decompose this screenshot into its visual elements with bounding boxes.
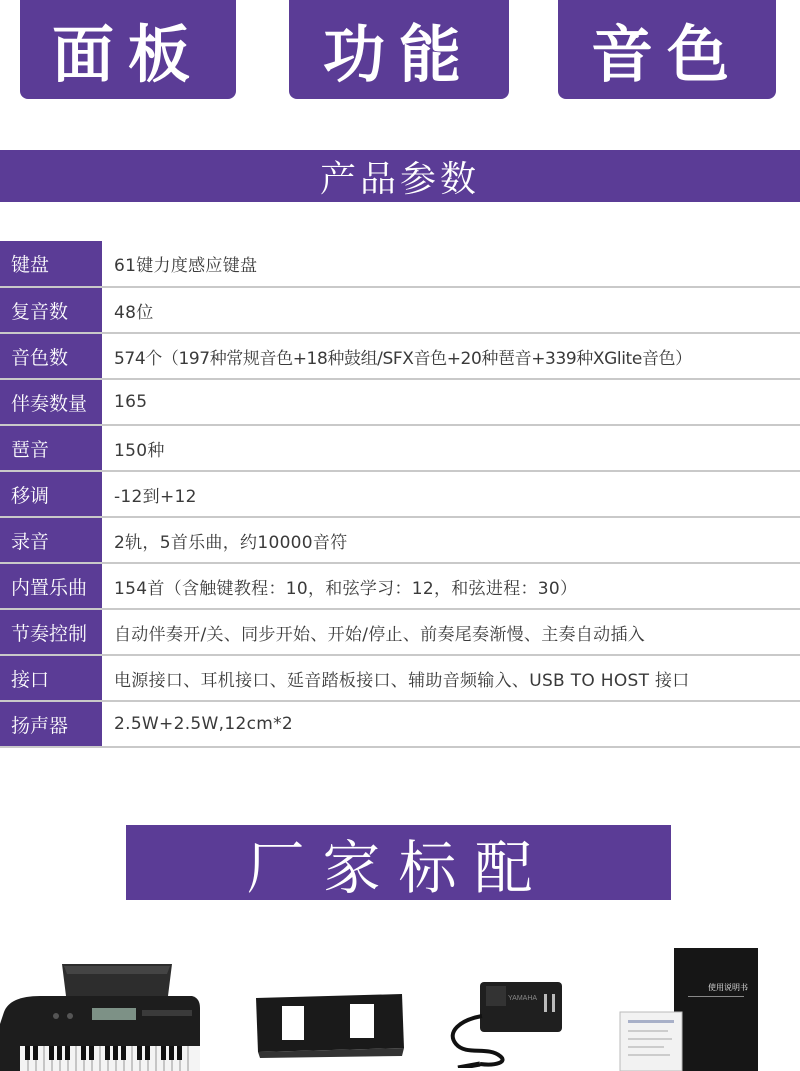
spec-value: 154首（含触键教程：10，和弦学习：12，和弦进程：30） (102, 563, 800, 609)
table-row (0, 287, 800, 333)
table-row (0, 333, 800, 379)
spec-label: 录音 (0, 517, 102, 563)
section-title-specs: 产品参数 (0, 150, 800, 202)
spec-label: 伴奏数量 (0, 379, 102, 425)
table-row (0, 379, 800, 425)
spec-label: 复音数 (0, 287, 102, 333)
tab-panel[interactable]: 面板 (20, 0, 236, 99)
spec-value: 2轨，5首乐曲，约10000音符 (102, 517, 800, 563)
spec-value: 574个（197种常规音色+18种鼓组/SFX音色+20种琶音+339种XGlite音色） (102, 333, 800, 379)
tab-functions[interactable]: 功能 (289, 0, 509, 99)
spec-label: 移调 (0, 471, 102, 517)
table-row (0, 517, 800, 563)
power-adapter-image (440, 976, 580, 1068)
spec-value: -12到+12 (102, 471, 800, 517)
spec-label: 接口 (0, 655, 102, 701)
spec-table (0, 241, 800, 748)
table-row (0, 471, 800, 517)
spec-label: 琶音 (0, 425, 102, 471)
svg-text:YAMAHA: YAMAHA (508, 995, 538, 1002)
table-row (0, 563, 800, 609)
table-row (0, 609, 800, 655)
table-row (0, 701, 800, 747)
spec-label: 键盘 (0, 241, 102, 287)
keyboard-image (0, 962, 200, 1071)
spec-value: 电源接口、耳机接口、延音踏板接口、辅助音频输入、USB TO HOST 接口 (102, 655, 800, 701)
spec-label: 扬声器 (0, 701, 102, 747)
spec-value: 48位 (102, 287, 800, 333)
section-title-accessories: 厂家标配 (126, 825, 671, 900)
manual-image (618, 946, 768, 1071)
spec-label: 音色数 (0, 333, 102, 379)
spec-value: 150种 (102, 425, 800, 471)
spec-label: 节奏控制 (0, 609, 102, 655)
spec-value: 2.5W+2.5W,12cm*2 (102, 701, 800, 747)
table-row (0, 241, 800, 287)
accessories-row (0, 940, 800, 1071)
table-row (0, 425, 800, 471)
spec-value: 自动伴奏开/关、同步开始、开始/停止、前奏尾奏渐慢、主奏自动插入 (102, 609, 800, 655)
manual-title: 使用说明书 (708, 983, 748, 992)
spec-label: 内置乐曲 (0, 563, 102, 609)
table-row (0, 655, 800, 701)
tab-tones[interactable]: 音色 (558, 0, 776, 99)
spec-value: 61键力度感应键盘 (102, 241, 800, 287)
spec-value: 165 (102, 379, 800, 425)
music-stand-image (252, 992, 412, 1062)
